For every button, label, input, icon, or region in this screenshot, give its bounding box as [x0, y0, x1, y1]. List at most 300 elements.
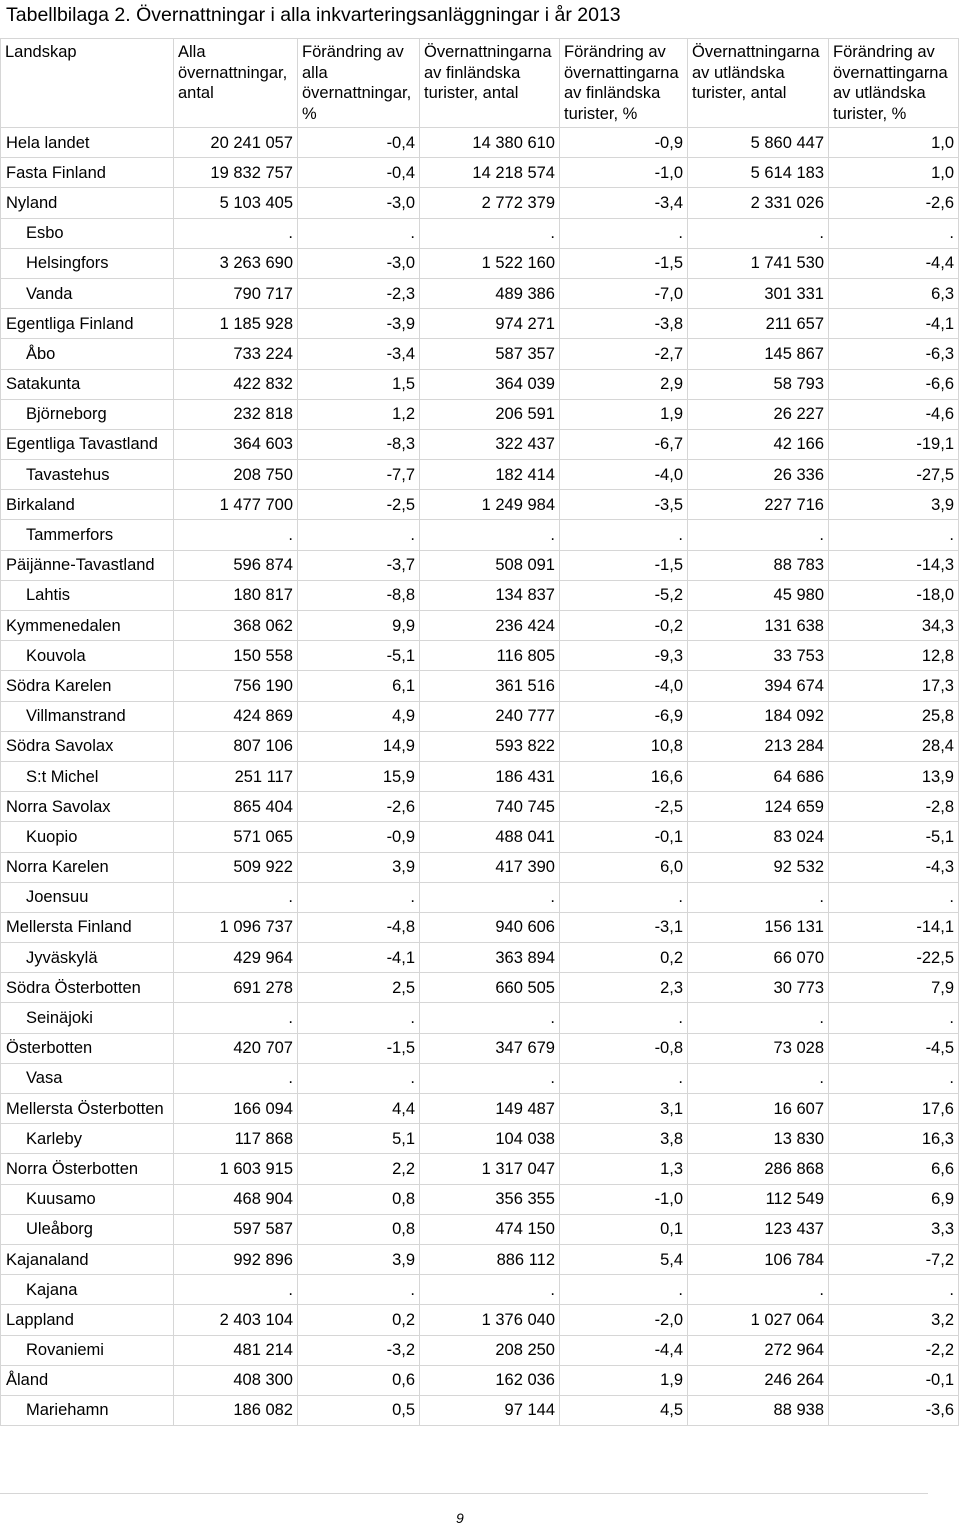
value-cell: 1 096 737	[174, 912, 298, 942]
value-cell: 356 355	[420, 1184, 560, 1214]
value-cell: 865 404	[174, 792, 298, 822]
value-cell: 34,3	[829, 611, 959, 641]
table-row	[1, 912, 959, 942]
value-cell: 17,3	[829, 671, 959, 701]
value-cell: -9,3	[560, 641, 688, 671]
value-cell: .	[420, 1003, 560, 1033]
value-cell: -1,5	[560, 248, 688, 278]
value-cell: .	[174, 1063, 298, 1093]
value-cell: -0,4	[298, 128, 420, 158]
value-cell: 150 558	[174, 641, 298, 671]
value-cell: 790 717	[174, 278, 298, 308]
value-cell: 42 166	[688, 429, 829, 459]
header-landskap: Landskap	[1, 39, 174, 128]
table-row	[1, 1094, 959, 1124]
value-cell: 10,8	[560, 731, 688, 761]
value-cell: 4,9	[298, 701, 420, 731]
value-cell: -2,5	[560, 792, 688, 822]
header-utlandska-forandring: Förändring av övernattingarna av utländska turister, %	[829, 39, 959, 128]
value-cell: -4,6	[829, 399, 959, 429]
value-cell: 974 271	[420, 309, 560, 339]
value-cell: -2,8	[829, 792, 959, 822]
value-cell: 733 224	[174, 339, 298, 369]
table-row	[1, 671, 959, 701]
value-cell: 5 103 405	[174, 188, 298, 218]
value-cell: 13 830	[688, 1124, 829, 1154]
value-cell: 73 028	[688, 1033, 829, 1063]
value-cell: 481 214	[174, 1335, 298, 1365]
value-cell: -6,6	[829, 369, 959, 399]
value-cell: -3,4	[560, 188, 688, 218]
table-row	[1, 943, 959, 973]
value-cell: 571 065	[174, 822, 298, 852]
value-cell: -7,0	[560, 278, 688, 308]
value-cell: 227 716	[688, 490, 829, 520]
value-cell: 1,0	[829, 128, 959, 158]
value-cell: 2 331 026	[688, 188, 829, 218]
value-cell: -0,1	[829, 1365, 959, 1395]
city-name-cell: Seinäjoki	[1, 1003, 174, 1033]
value-cell: .	[298, 882, 420, 912]
table-row	[1, 731, 959, 761]
header-alla-forandring: Förändring av alla övernattningar, %	[298, 39, 420, 128]
value-cell: -3,8	[560, 309, 688, 339]
value-cell: 3,1	[560, 1094, 688, 1124]
value-cell: 16 607	[688, 1094, 829, 1124]
value-cell: .	[174, 1275, 298, 1305]
value-cell: 3,2	[829, 1305, 959, 1335]
value-cell: 597 587	[174, 1214, 298, 1244]
value-cell: 92 532	[688, 852, 829, 882]
value-cell: -4,1	[298, 943, 420, 973]
value-cell: .	[688, 882, 829, 912]
value-cell: 240 777	[420, 701, 560, 731]
value-cell: -5,2	[560, 580, 688, 610]
table-row	[1, 460, 959, 490]
value-cell: 1 603 915	[174, 1154, 298, 1184]
value-cell: 2,5	[298, 973, 420, 1003]
table-row	[1, 580, 959, 610]
value-cell: 6,0	[560, 852, 688, 882]
city-name-cell: Helsingfors	[1, 248, 174, 278]
city-name-cell: Uleåborg	[1, 1214, 174, 1244]
table-row	[1, 1184, 959, 1214]
value-cell: 740 745	[420, 792, 560, 822]
table-row	[1, 611, 959, 641]
value-cell: -0,9	[298, 822, 420, 852]
value-cell: 394 674	[688, 671, 829, 701]
value-cell: -4,8	[298, 912, 420, 942]
city-name-cell: Kuopio	[1, 822, 174, 852]
value-cell: 19 832 757	[174, 158, 298, 188]
value-cell: 417 390	[420, 852, 560, 882]
value-cell: -14,1	[829, 912, 959, 942]
city-name-cell: Esbo	[1, 218, 174, 248]
region-name-cell: Mellersta Finland	[1, 912, 174, 942]
value-cell: 1 522 160	[420, 248, 560, 278]
value-cell: 3 263 690	[174, 248, 298, 278]
region-name-cell: Norra Savolax	[1, 792, 174, 822]
city-name-cell: Tammerfors	[1, 520, 174, 550]
value-cell: .	[829, 1275, 959, 1305]
value-cell: -19,1	[829, 429, 959, 459]
value-cell: 2,2	[298, 1154, 420, 1184]
table-row	[1, 882, 959, 912]
city-name-cell: S:t Michel	[1, 761, 174, 791]
table-row	[1, 761, 959, 791]
value-cell: 88 783	[688, 550, 829, 580]
value-cell: 1,2	[298, 399, 420, 429]
value-cell: 134 837	[420, 580, 560, 610]
value-cell: 66 070	[688, 943, 829, 973]
value-cell: 424 869	[174, 701, 298, 731]
value-cell: 363 894	[420, 943, 560, 973]
value-cell: 596 874	[174, 550, 298, 580]
header-utlandska-antal: Övernattningarna av utländska turister, antal	[688, 39, 829, 128]
value-cell: -2,2	[829, 1335, 959, 1365]
value-cell: 14 380 610	[420, 128, 560, 158]
value-cell: 5 614 183	[688, 158, 829, 188]
region-name-cell: Hela landet	[1, 128, 174, 158]
value-cell: 7,9	[829, 973, 959, 1003]
value-cell: -3,9	[298, 309, 420, 339]
value-cell: 2,3	[560, 973, 688, 1003]
value-cell: 5 860 447	[688, 128, 829, 158]
value-cell: 691 278	[174, 973, 298, 1003]
city-name-cell: Lahtis	[1, 580, 174, 610]
value-cell: -5,1	[829, 822, 959, 852]
value-cell: 408 300	[174, 1365, 298, 1395]
value-cell: 0,1	[560, 1214, 688, 1244]
table-row	[1, 339, 959, 369]
region-name-cell: Södra Karelen	[1, 671, 174, 701]
value-cell: .	[560, 882, 688, 912]
region-name-cell: Åland	[1, 1365, 174, 1395]
value-cell: -18,0	[829, 580, 959, 610]
value-cell: -4,1	[829, 309, 959, 339]
value-cell: 5,1	[298, 1124, 420, 1154]
region-name-cell: Lappland	[1, 1305, 174, 1335]
table-row	[1, 278, 959, 308]
value-cell: .	[298, 520, 420, 550]
value-cell: 509 922	[174, 852, 298, 882]
city-name-cell: Kajana	[1, 1275, 174, 1305]
value-cell: -3,5	[560, 490, 688, 520]
value-cell: 20 241 057	[174, 128, 298, 158]
value-cell: 149 487	[420, 1094, 560, 1124]
table-row	[1, 399, 959, 429]
value-cell: 429 964	[174, 943, 298, 973]
value-cell: 184 092	[688, 701, 829, 731]
value-cell: 14 218 574	[420, 158, 560, 188]
value-cell: 3,3	[829, 1214, 959, 1244]
value-cell: 145 867	[688, 339, 829, 369]
table-row	[1, 1275, 959, 1305]
value-cell: -0,9	[560, 128, 688, 158]
value-cell: .	[560, 218, 688, 248]
table-row	[1, 309, 959, 339]
value-cell: 16,3	[829, 1124, 959, 1154]
value-cell: 2 772 379	[420, 188, 560, 218]
value-cell: 116 805	[420, 641, 560, 671]
value-cell: -6,7	[560, 429, 688, 459]
value-cell: 30 773	[688, 973, 829, 1003]
value-cell: 208 750	[174, 460, 298, 490]
value-cell: -6,9	[560, 701, 688, 731]
value-cell: 364 603	[174, 429, 298, 459]
value-cell: 0,8	[298, 1184, 420, 1214]
value-cell: 6,3	[829, 278, 959, 308]
table-row	[1, 369, 959, 399]
value-cell: 0,6	[298, 1365, 420, 1395]
value-cell: 468 904	[174, 1184, 298, 1214]
value-cell: 211 657	[688, 309, 829, 339]
value-cell: 361 516	[420, 671, 560, 701]
value-cell: 4,4	[298, 1094, 420, 1124]
value-cell: 182 414	[420, 460, 560, 490]
value-cell: 992 896	[174, 1244, 298, 1274]
value-cell: 58 793	[688, 369, 829, 399]
value-cell: 508 091	[420, 550, 560, 580]
value-cell: -1,0	[560, 158, 688, 188]
header-finlandska-forandring: Förändring av övernattingarna av finländska turister, %	[560, 39, 688, 128]
value-cell: 15,9	[298, 761, 420, 791]
value-cell: 0,2	[560, 943, 688, 973]
value-cell: 364 039	[420, 369, 560, 399]
value-cell: 420 707	[174, 1033, 298, 1063]
value-cell: -22,5	[829, 943, 959, 973]
region-name-cell: Kajanaland	[1, 1244, 174, 1274]
overnight-stays-table	[0, 38, 959, 1426]
value-cell: .	[420, 218, 560, 248]
city-name-cell: Villmanstrand	[1, 701, 174, 731]
value-cell: 272 964	[688, 1335, 829, 1365]
value-cell: -1,5	[560, 550, 688, 580]
table-row	[1, 248, 959, 278]
table-row	[1, 1395, 959, 1425]
value-cell: 0,5	[298, 1395, 420, 1425]
value-cell: 26 336	[688, 460, 829, 490]
value-cell: 886 112	[420, 1244, 560, 1274]
value-cell: .	[560, 1003, 688, 1033]
value-cell: 186 431	[420, 761, 560, 791]
table-row	[1, 792, 959, 822]
value-cell: 180 817	[174, 580, 298, 610]
value-cell: -4,4	[560, 1335, 688, 1365]
value-cell: -4,0	[560, 671, 688, 701]
value-cell: -1,0	[560, 1184, 688, 1214]
city-name-cell: Mariehamn	[1, 1395, 174, 1425]
value-cell: .	[298, 1063, 420, 1093]
value-cell: 1 027 064	[688, 1305, 829, 1335]
region-name-cell: Norra Österbotten	[1, 1154, 174, 1184]
value-cell: -2,7	[560, 339, 688, 369]
value-cell: -8,3	[298, 429, 420, 459]
value-cell: -0,1	[560, 822, 688, 852]
value-cell: .	[420, 882, 560, 912]
value-cell: -3,6	[829, 1395, 959, 1425]
table-row	[1, 429, 959, 459]
value-cell: .	[688, 218, 829, 248]
value-cell: 25,8	[829, 701, 959, 731]
value-cell: 488 041	[420, 822, 560, 852]
value-cell: .	[560, 520, 688, 550]
value-cell: 208 250	[420, 1335, 560, 1365]
value-cell: .	[174, 882, 298, 912]
value-cell: -3,0	[298, 188, 420, 218]
table-row	[1, 1335, 959, 1365]
value-cell: 286 868	[688, 1154, 829, 1184]
value-cell: -7,2	[829, 1244, 959, 1274]
value-cell: 83 024	[688, 822, 829, 852]
value-cell: 251 117	[174, 761, 298, 791]
city-name-cell: Åbo	[1, 339, 174, 369]
city-name-cell: Vasa	[1, 1063, 174, 1093]
value-cell: 1,9	[560, 399, 688, 429]
value-cell: -3,7	[298, 550, 420, 580]
table-row	[1, 1244, 959, 1274]
value-cell: 131 638	[688, 611, 829, 641]
region-name-cell: Päijänne-Tavastland	[1, 550, 174, 580]
header-finlandska-antal: Övernattningarna av finländska turister, antal	[420, 39, 560, 128]
value-cell: .	[688, 1003, 829, 1033]
city-name-cell: Tavastehus	[1, 460, 174, 490]
header-alla-antal: Alla övernattningar, antal	[174, 39, 298, 128]
value-cell: 587 357	[420, 339, 560, 369]
value-cell: .	[829, 882, 959, 912]
value-cell: 1,5	[298, 369, 420, 399]
value-cell: 9,9	[298, 611, 420, 641]
value-cell: 1,9	[560, 1365, 688, 1395]
table-row	[1, 128, 959, 158]
region-name-cell: Kymmenedalen	[1, 611, 174, 641]
value-cell: 474 150	[420, 1214, 560, 1244]
value-cell: -4,0	[560, 460, 688, 490]
value-cell: 1,0	[829, 158, 959, 188]
value-cell: 422 832	[174, 369, 298, 399]
footer-divider	[0, 1493, 928, 1494]
value-cell: .	[298, 218, 420, 248]
value-cell: -2,6	[829, 188, 959, 218]
value-cell: -4,3	[829, 852, 959, 882]
table-row	[1, 641, 959, 671]
value-cell: 186 082	[174, 1395, 298, 1425]
value-cell: 0,8	[298, 1214, 420, 1244]
value-cell: 940 606	[420, 912, 560, 942]
value-cell: 14,9	[298, 731, 420, 761]
value-cell: 6,9	[829, 1184, 959, 1214]
value-cell: 112 549	[688, 1184, 829, 1214]
table-row	[1, 550, 959, 580]
table-row	[1, 973, 959, 1003]
value-cell: 124 659	[688, 792, 829, 822]
value-cell: 246 264	[688, 1365, 829, 1395]
city-name-cell: Vanda	[1, 278, 174, 308]
value-cell: -2,3	[298, 278, 420, 308]
value-cell: 807 106	[174, 731, 298, 761]
table-row	[1, 520, 959, 550]
value-cell: 1 185 928	[174, 309, 298, 339]
table-row	[1, 490, 959, 520]
value-cell: .	[174, 218, 298, 248]
value-cell: 301 331	[688, 278, 829, 308]
value-cell: 1 376 040	[420, 1305, 560, 1335]
value-cell: -1,5	[298, 1033, 420, 1063]
value-cell: -0,4	[298, 158, 420, 188]
value-cell: -27,5	[829, 460, 959, 490]
value-cell: 3,9	[298, 852, 420, 882]
value-cell: -3,1	[560, 912, 688, 942]
value-cell: 347 679	[420, 1033, 560, 1063]
value-cell: .	[829, 520, 959, 550]
city-name-cell: Kuusamo	[1, 1184, 174, 1214]
table-row	[1, 1003, 959, 1033]
city-name-cell: Jyväskylä	[1, 943, 174, 973]
value-cell: 28,4	[829, 731, 959, 761]
value-cell: .	[298, 1003, 420, 1033]
value-cell: -0,2	[560, 611, 688, 641]
page-number: 9	[456, 1510, 464, 1526]
value-cell: 3,8	[560, 1124, 688, 1154]
value-cell: 106 784	[688, 1244, 829, 1274]
value-cell: .	[560, 1063, 688, 1093]
value-cell: -2,6	[298, 792, 420, 822]
table-row	[1, 1365, 959, 1395]
value-cell: .	[420, 1063, 560, 1093]
value-cell: .	[298, 1275, 420, 1305]
value-cell: 6,6	[829, 1154, 959, 1184]
table-row	[1, 1305, 959, 1335]
value-cell: -3,4	[298, 339, 420, 369]
region-name-cell: Fasta Finland	[1, 158, 174, 188]
value-cell: 232 818	[174, 399, 298, 429]
value-cell: -4,4	[829, 248, 959, 278]
table-row	[1, 1063, 959, 1093]
city-name-cell: Rovaniemi	[1, 1335, 174, 1365]
value-cell: 660 505	[420, 973, 560, 1003]
value-cell: .	[174, 1003, 298, 1033]
value-cell: 756 190	[174, 671, 298, 701]
value-cell: -5,1	[298, 641, 420, 671]
table-row	[1, 218, 959, 248]
value-cell: 88 938	[688, 1395, 829, 1425]
region-name-cell: Egentliga Tavastland	[1, 429, 174, 459]
table-row	[1, 1124, 959, 1154]
value-cell: .	[688, 520, 829, 550]
value-cell: 13,9	[829, 761, 959, 791]
table-row	[1, 1154, 959, 1184]
value-cell: 1 249 984	[420, 490, 560, 520]
value-cell: 26 227	[688, 399, 829, 429]
value-cell: 0,2	[298, 1305, 420, 1335]
value-cell: -6,3	[829, 339, 959, 369]
value-cell: .	[560, 1275, 688, 1305]
value-cell: 12,8	[829, 641, 959, 671]
value-cell: 3,9	[829, 490, 959, 520]
value-cell: -14,3	[829, 550, 959, 580]
city-name-cell: Joensuu	[1, 882, 174, 912]
value-cell: 5,4	[560, 1244, 688, 1274]
value-cell: 2 403 104	[174, 1305, 298, 1335]
value-cell: 593 822	[420, 731, 560, 761]
value-cell: -4,5	[829, 1033, 959, 1063]
value-cell: -7,7	[298, 460, 420, 490]
region-name-cell: Södra Savolax	[1, 731, 174, 761]
table-row	[1, 1033, 959, 1063]
value-cell: 117 868	[174, 1124, 298, 1154]
table-row	[1, 1214, 959, 1244]
value-cell: 123 437	[688, 1214, 829, 1244]
